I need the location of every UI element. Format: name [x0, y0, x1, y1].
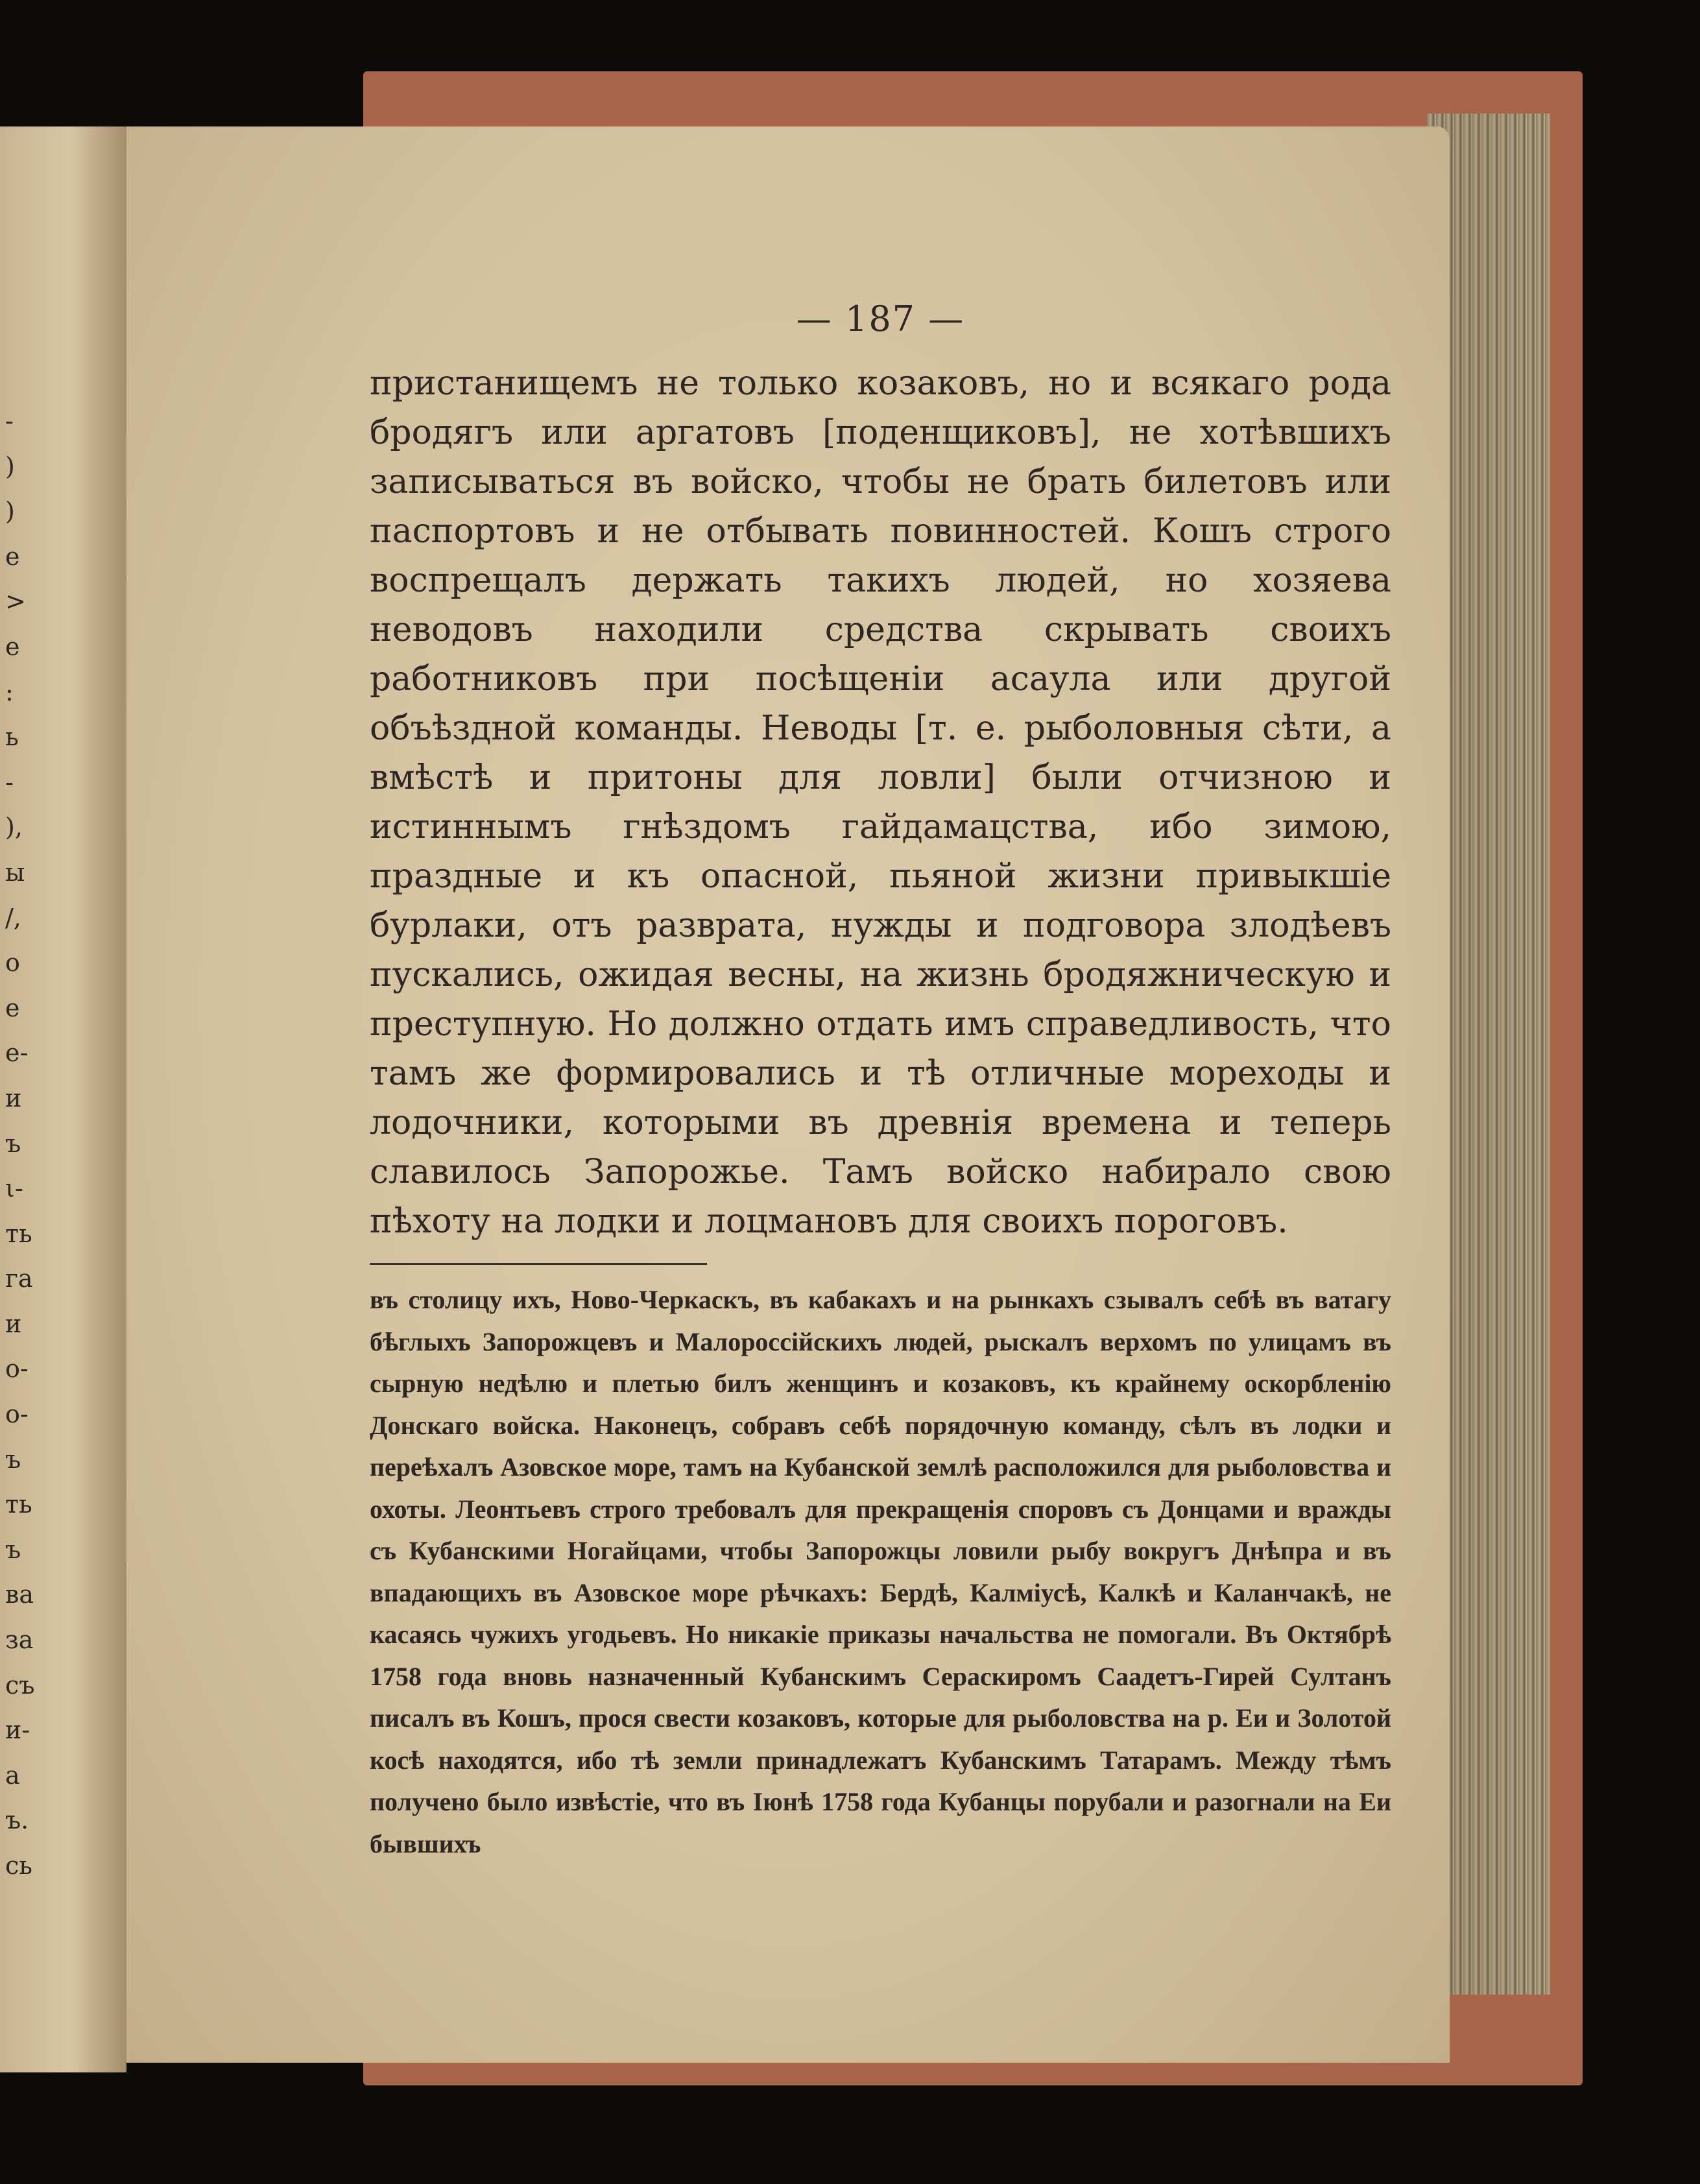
footnote-rule [370, 1263, 707, 1265]
left-page-margin-letter: сь [5, 1851, 32, 1880]
left-page-margin-letter: а [5, 1760, 20, 1790]
left-page-margin-letter: /, [5, 903, 21, 932]
left-page-margin-letter: ι- [5, 1174, 23, 1203]
left-page-margin-letter: ть [5, 1219, 32, 1248]
left-page-margin-letter: : [5, 677, 14, 706]
left-page-margin-letter: o- [5, 1354, 29, 1384]
left-page-margin-letter: ъ [5, 1445, 21, 1474]
left-page-fragment [0, 126, 126, 2072]
left-page-margin-letter: съ [5, 1670, 35, 1699]
left-page-margin-letter: ть [5, 1490, 32, 1519]
left-page-margin-letter: e- [5, 1038, 29, 1068]
left-page-margin-letter: e [5, 993, 20, 1022]
left-page-margin-letter: за [5, 1626, 34, 1655]
left-page-margin-letter: и- [5, 1716, 30, 1745]
left-page-margin-letter: ъ [5, 1129, 21, 1158]
left-page-margin-letter: и [5, 1083, 22, 1112]
main-text: пристанищемъ не только козаковъ, но и всякаго рода бродягъ или аргатовъ [поденщиковъ], не хотѣвшихъ записываться въ войско, чтобы не брать билетовъ или паспортовъ и не отбывать повинностей. Кошъ строго воспрещалъ держать такихъ людей, но хозяева неводовъ находили средства скрывать своихъ работниковъ при посѣщеніи асаула или другой объѣздной команды. Неводы [т. е. рыболовныя сѣти, а вмѣстѣ и притоны для ловли] были отчизною и истиннымъ гнѣздомъ гайдамацства, ибо зимою, праздные и къ опасной, пьяной жизни привыкшіе бурлаки, отъ разврата, нужды и подговора злодѣевъ пускались, ожидая весны, на жизнь бродяжническую и преступную. Но должно отдать имъ справедливость, что тамъ же формировались и тѣ отличные мореходы и лодочники, которыми въ древнія времена и теперь славилось Запорожье. Тамъ войско набирало свою пѣхоту на лодки и лоцмановъ для своихъ пороговъ. [370, 364, 1391, 1241]
left-page-margin-letter: e [5, 632, 20, 661]
left-page-margin-letter: ) [5, 497, 15, 526]
left-page-margin-letter: ), [5, 813, 23, 842]
left-page-margin-letter: e [5, 542, 20, 571]
left-page-margin-letter: - [5, 767, 14, 797]
book-page [126, 126, 1450, 2063]
left-page-margin-letter: - [5, 407, 14, 435]
left-page-margin-letter: > [5, 587, 26, 616]
left-page-margin-text [5, 399, 35, 1889]
left-page-margin-letter: и [5, 1309, 22, 1338]
page-number: — 187 — [796, 298, 965, 339]
left-page-margin-letter: ва [5, 1580, 34, 1609]
footnote-text: въ столицу ихъ, Ново-Черкаскъ, въ кабакахъ и на рынкахъ сзывалъ себѣ въ ватагу бѣглыхъ Запорожцевъ и Малороссійскихъ людей, рыскалъ верхомъ по улицамъ въ сырную недѣлю и плетью билъ женщинъ и козаковъ, къ крайнему оскорбленію Донскаго войска. Наконецъ, собравъ себѣ порядочную команду, сѣлъ въ лодки и переѣхалъ Азовское море, тамъ на Кубанской землѣ расположился для рыболовства и охоты. Леонтьевъ строго требовалъ для прекращенія споровъ съ Донцами и вражды съ Кубанскими Ногайцами, чтобы Запорожцы ловили рыбу вокругъ Днѣпра и въ впадающихъ въ Азовское море рѣчкахъ: Бердѣ, Калміусѣ, Калкѣ и Каланчакѣ, не касаясь чужихъ угодьевъ. Но никакіе приказы начальства не помогали. Въ Октябрѣ 1758 года вновь назначенный Кубанскимъ Сераскиромъ Саадетъ-Гирей Султанъ писалъ въ Кошъ, прося свести козаковъ, которые для рыболовства на р. Еи и Золотой косѣ находятся, ибо тѣ земли принадлежатъ Кубанскимъ Татарамъ. Между тѣмъ получено было извѣстіе, что въ Іюнѣ 1758 года Кубанцы порубали и разогнали на Еи бывшихъ [370, 1285, 1391, 1858]
left-page-margin-letter: ы [5, 858, 25, 887]
left-page-margin-letter: ь [5, 723, 19, 752]
left-page-margin-letter: га [5, 1264, 33, 1293]
left-page-margin-letter: o- [5, 1400, 29, 1429]
left-page-margin-letter: o [5, 948, 20, 978]
page-content [370, 298, 1391, 1865]
left-page-margin-letter: ъ. [5, 1806, 29, 1835]
left-page-margin-letter: ) [5, 451, 15, 481]
left-page-margin-letter: ъ [5, 1535, 21, 1564]
